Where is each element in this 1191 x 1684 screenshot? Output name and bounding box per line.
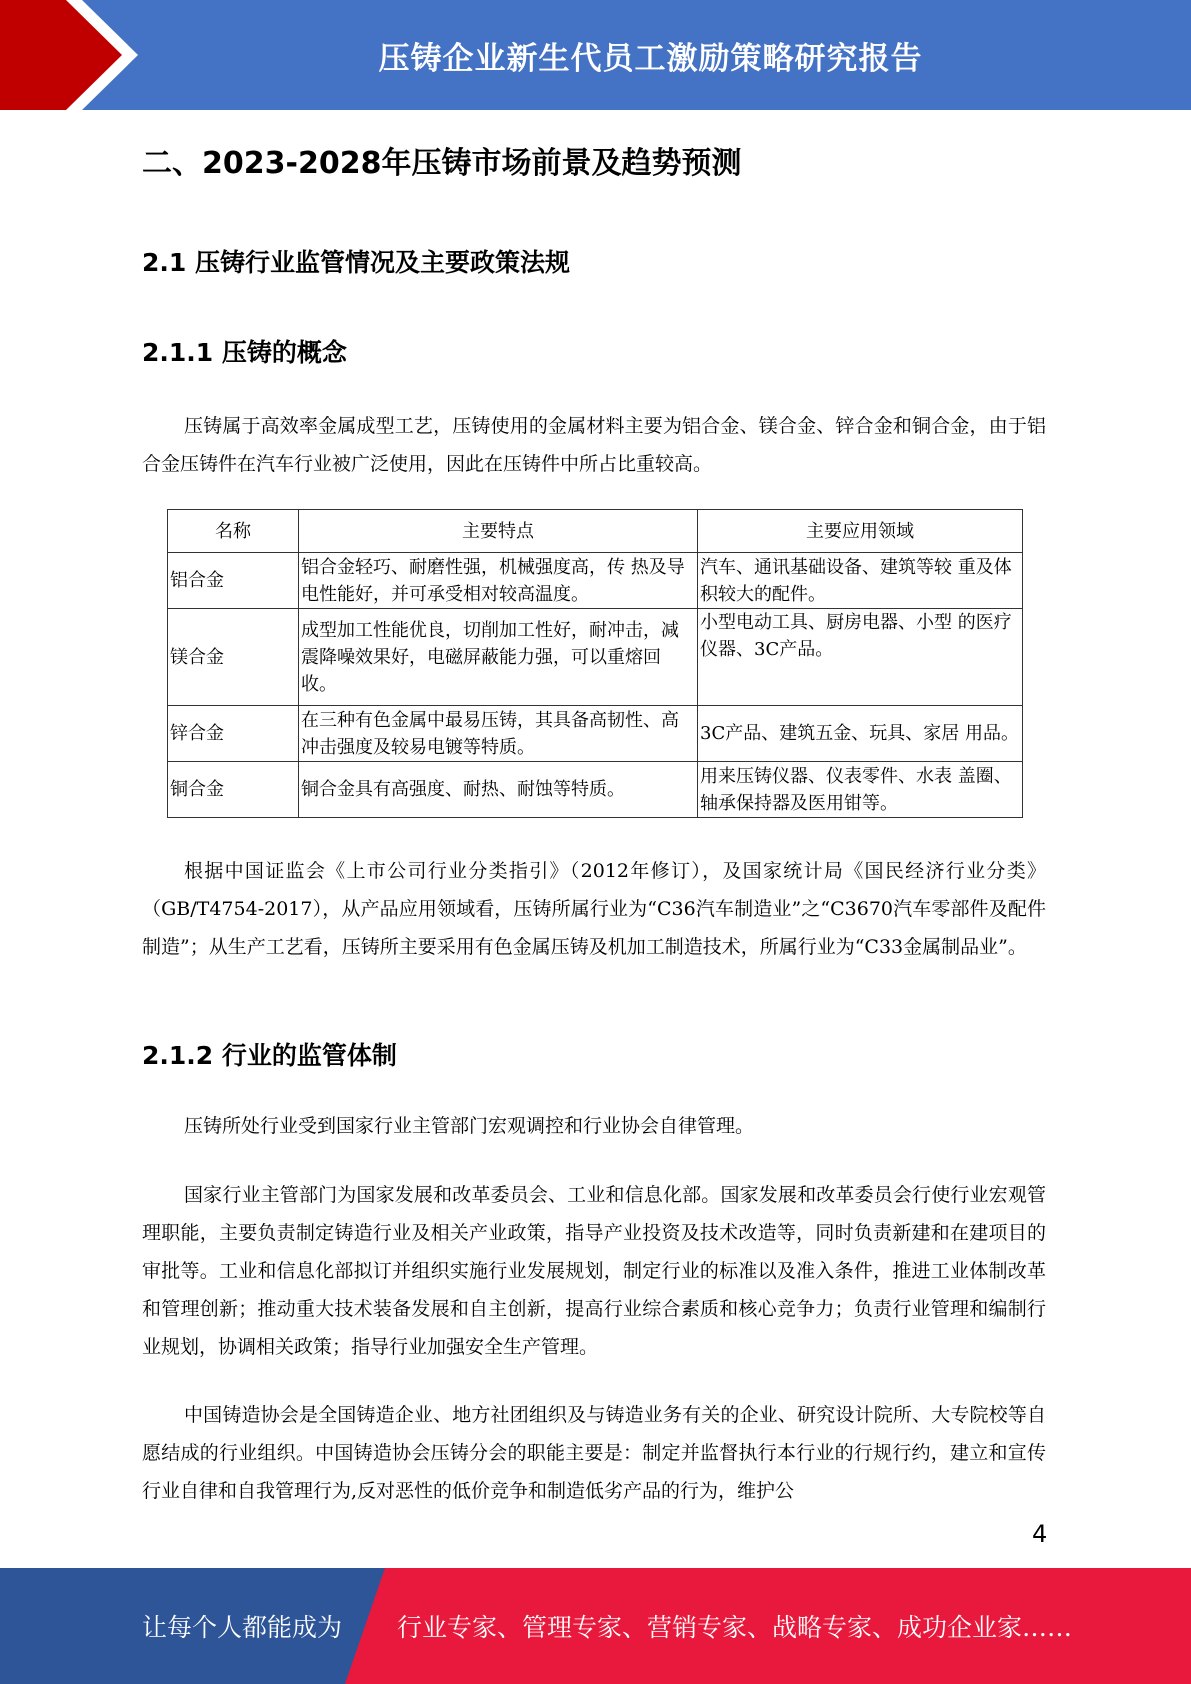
table-header-row [168, 510, 1023, 553]
page-number: 4 [1032, 1520, 1048, 1548]
table-cell-features: 在三种有色金属中最易压铸，其具备高韧性、高冲击强度及较易电镀等特质。 [299, 706, 698, 762]
table-cell-name: 铜合金 [168, 762, 299, 818]
report-title: 压铸企业新生代员工激励策略研究报告 [378, 40, 923, 77]
table-cell-applications: 3C产品、建筑五金、玩具、家居 用品。 [698, 706, 1023, 762]
footer-slogan-left: 让每个人都能成为 [142, 1613, 343, 1642]
table-header-applications: 主要应用领域 [698, 510, 1023, 553]
paragraph-industry-association: 中国铸造协会是全国铸造企业、地方社团组织及与铸造业务有关的企业、研究设计院所、大专院校等自愿结成的行业组织。中国铸造协会压铸分会的职能主要是：制定并监督执行本行业的行规行约，建立和宣传行业自律和自我管理行为,反对恶性的低价竞争和制造低劣产品的行为，维护公 [142, 1404, 1046, 1502]
page-header [0, 0, 1191, 110]
table-row [168, 762, 1023, 818]
header-arrow-decoration [0, 0, 150, 110]
paragraph-concept: 压铸属于高效率金属成型工艺，压铸使用的金属材料主要为铝合金、镁合金、锌合金和铜合金，由于铝合金压铸件在汽车行业被广泛使用，因此在压铸件中所占比重较高。 [142, 415, 1046, 475]
table-header-name: 名称 [168, 510, 299, 553]
table-cell-applications: 小型电动工具、厨房电器、小型 的医疗仪器、3C产品。 [698, 609, 1023, 706]
table-cell-applications: 汽车、通讯基础设备、建筑等较 重及体积较大的配件。 [698, 553, 1023, 609]
chapter-heading: 二、2023-2028年压铸市场前景及趋势预测 [142, 146, 742, 181]
table-header-features: 主要特点 [299, 510, 698, 553]
subsection-heading-concept: 2.1.1 压铸的概念 [142, 338, 347, 367]
table-cell-features: 铜合金具有高强度、耐热、耐蚀等特质。 [299, 762, 698, 818]
page-footer [0, 1568, 1191, 1684]
alloy-table [167, 509, 1023, 818]
table-cell-name: 锌合金 [168, 706, 299, 762]
section-heading: 2.1 压铸行业监管情况及主要政策法规 [142, 248, 570, 277]
footer-slogan-right: 行业专家、管理专家、营销专家、战略专家、成功企业家…… [397, 1613, 1073, 1642]
subsection-heading-regulation: 2.1.2 行业的监管体制 [142, 1041, 397, 1070]
paragraph-industry-classification: 根据中国证监会《上市公司行业分类指引》（2012年修订），及国家统计局《国民经济行业分类》（GB/T4754-2017），从产品应用领域看，压铸所属行业为“C36汽车制造业”之“C3670汽车零部件及配件制造”；从生产工艺看，压铸所主要采用有色金属压铸及机加工制造技术，所属行业为“C33金属制品业”。 [142, 860, 1046, 958]
table-row [168, 706, 1023, 762]
table-cell-name: 镁合金 [168, 609, 299, 706]
table-row [168, 553, 1023, 609]
table-cell-name: 铝合金 [168, 553, 299, 609]
table-row [168, 609, 1023, 706]
table-cell-features: 铝合金轻巧、耐磨性强，机械强度高，传 热及导电性能好，并可承受相对较高温度。 [299, 553, 698, 609]
table-cell-features: 成型加工性能优良，切削加工性好，耐冲击，减震降噪效果好，电磁屏蔽能力强，可以重熔回收。 [299, 609, 698, 706]
paragraph-regulation-intro: 压铸所处行业受到国家行业主管部门宏观调控和行业协会自律管理。 [184, 1115, 755, 1137]
paragraph-government-authorities: 国家行业主管部门为国家发展和改革委员会、工业和信息化部。国家发展和改革委员会行使行业宏观管理职能，主要负责制定铸造行业及相关产业政策，指导产业投资及技术改造等，同时负责新建和在建项目的审批等。工业和信息化部拟订并组织实施行业发展规划，制定行业的标准以及准入条件，推进工业体制改革和管理创新；推动重大技术装备发展和自主创新，提高行业综合素质和核心竞争力；负责行业管理和编制行业规划，协调相关政策；指导行业加强安全生产管理。 [142, 1184, 1046, 1358]
table-cell-applications: 用来压铸仪器、仪表零件、水表 盖圈、轴承保持器及医用钳等。 [698, 762, 1023, 818]
